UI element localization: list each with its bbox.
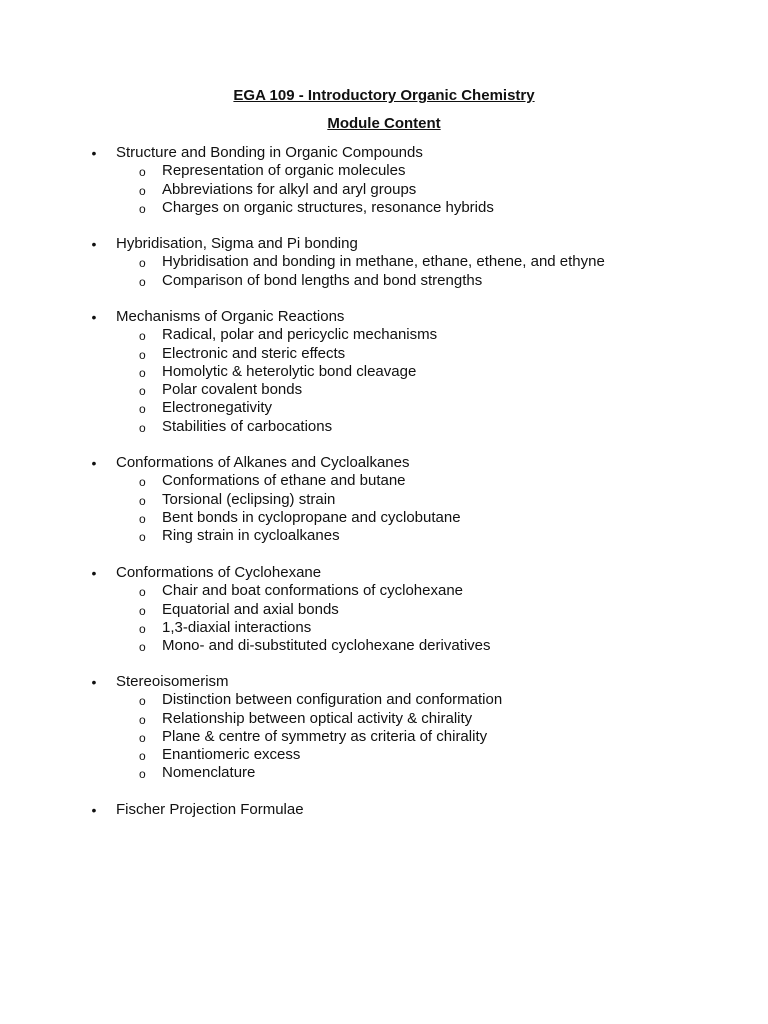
circle-bullet-icon: o (139, 767, 146, 782)
list-item (88, 710, 728, 728)
circle-bullet-icon: o (139, 420, 146, 435)
topic-heading: Fischer Projection Formulae (116, 801, 304, 818)
circle-bullet-icon: o (139, 694, 146, 709)
circle-bullet-icon: o (139, 165, 146, 180)
subtopic-text: Nomenclature (162, 764, 256, 782)
list-item (88, 181, 728, 199)
circle-bullet-icon: o (139, 329, 146, 344)
subtopic-text: Chair and boat conformations of cyclohexane (162, 582, 464, 600)
document-subtitle: Module Content (327, 115, 441, 132)
circle-bullet-icon: o (139, 183, 146, 198)
subtopic-text: Bent bonds in cyclopropane and cyclobutane (162, 508, 461, 526)
subtopic-text: Radical, polar and pericyclic mechanisms (162, 326, 438, 344)
circle-bullet-icon: o (139, 530, 146, 545)
list-item (88, 472, 728, 490)
list-item (88, 272, 728, 290)
subtopic-text: Enantiomeric excess (162, 746, 301, 764)
subtopic-list (88, 162, 728, 217)
bullet-icon: • (91, 802, 97, 818)
circle-bullet-icon: o (139, 640, 146, 655)
topic-heading-row (88, 144, 728, 162)
circle-bullet-icon: o (139, 730, 146, 745)
circle-bullet-icon: o (139, 384, 146, 399)
topic-heading-row (88, 454, 728, 472)
list-item (88, 619, 728, 637)
circle-bullet-icon: o (139, 585, 146, 600)
circle-bullet-icon: o (139, 365, 146, 380)
bullet-icon: • (91, 674, 97, 690)
subtopic-text: 1,3-diaxial interactions (162, 618, 312, 636)
circle-bullet-icon: o (139, 475, 146, 490)
list-item (88, 326, 728, 344)
circle-bullet-icon: o (139, 749, 146, 764)
topic-heading: Hybridisation, Sigma and Pi bonding (116, 235, 358, 252)
topic-heading-row (88, 235, 728, 253)
topic-block (88, 801, 728, 819)
topic-heading: Structure and Bonding in Organic Compounds (116, 144, 423, 161)
bullet-icon: • (91, 236, 97, 252)
list-item (88, 582, 728, 600)
subtopic-list (88, 472, 728, 545)
list-item (88, 527, 728, 545)
list-item (88, 162, 728, 180)
subtopic-text: Ring strain in cycloalkanes (162, 527, 340, 545)
list-item (88, 764, 728, 782)
topic-block (88, 144, 728, 217)
subtopic-text: Equatorial and axial bonds (162, 600, 339, 618)
list-item (88, 691, 728, 709)
subtopic-text: Plane & centre of symmetry as criteria of chirality (162, 727, 488, 745)
topic-heading: Stereoisomerism (116, 673, 229, 690)
circle-bullet-icon: o (139, 621, 146, 636)
subtopic-text: Homolytic & heterolytic bond cleavage (162, 362, 417, 380)
subtopic-text: Polar covalent bonds (162, 381, 303, 399)
topic-block (88, 673, 728, 783)
topic-block (88, 308, 728, 436)
topic-heading: Conformations of Cyclohexane (116, 564, 322, 581)
subtopic-text: Electronic and steric effects (162, 344, 346, 362)
topic-heading-row (88, 801, 728, 819)
topic-heading-row (88, 308, 728, 326)
subtopic-text: Charges on organic structures, resonance hybrids (162, 198, 494, 216)
subtopic-list (88, 326, 728, 436)
circle-bullet-icon: o (139, 493, 146, 508)
circle-bullet-icon: o (139, 603, 146, 618)
list-item (88, 601, 728, 619)
topic-block (88, 564, 728, 655)
list-item (88, 746, 728, 764)
subtopic-text: Distinction between configuration and conformation (162, 691, 503, 709)
circle-bullet-icon: o (139, 256, 146, 271)
bullet-icon: • (91, 145, 97, 161)
subtopic-text: Comparison of bond lengths and bond strengths (162, 271, 483, 289)
subtopic-text: Conformations of ethane and butane (162, 472, 406, 490)
subtopic-text: Hybridisation and bonding in methane, ethane, ethene, and ethyne (162, 253, 605, 271)
list-item (88, 491, 728, 509)
list-item (88, 418, 728, 436)
document-title: EGA 109 - Introductory Organic Chemistry (233, 87, 535, 104)
topic-heading-row (88, 673, 728, 691)
topic-block (88, 454, 728, 545)
list-item (88, 363, 728, 381)
list-item (88, 728, 728, 746)
circle-bullet-icon: o (139, 511, 146, 526)
bullet-icon: • (91, 455, 97, 471)
subtopic-text: Mono- and di-substituted cyclohexane derivatives (162, 637, 491, 655)
list-item (88, 509, 728, 527)
subtopic-text: Torsional (eclipsing) strain (162, 490, 336, 508)
list-item (88, 637, 728, 655)
circle-bullet-icon: o (139, 274, 146, 289)
list-item (88, 345, 728, 363)
subtopic-text: Stabilities of carbocations (162, 417, 333, 435)
circle-bullet-icon: o (139, 347, 146, 362)
subtopic-list (88, 253, 728, 290)
bullet-icon: • (91, 565, 97, 581)
list-item (88, 199, 728, 217)
subtopic-list (88, 691, 728, 782)
circle-bullet-icon: o (139, 402, 146, 417)
subtopic-text: Abbreviations for alkyl and aryl groups (162, 180, 417, 198)
topic-heading: Mechanisms of Organic Reactions (116, 308, 345, 325)
list-item (88, 381, 728, 399)
circle-bullet-icon: o (139, 201, 146, 216)
topic-heading: Conformations of Alkanes and Cycloalkanes (116, 454, 410, 471)
subtopic-text: Electronegativity (162, 399, 273, 417)
list-item (88, 253, 728, 271)
subtopic-text: Representation of organic molecules (162, 162, 406, 180)
topic-heading-row (88, 564, 728, 582)
subtopic-text: Relationship between optical activity & chirality (162, 709, 473, 727)
bullet-icon: • (91, 309, 97, 325)
topic-block (88, 235, 728, 290)
subtopic-list (88, 582, 728, 655)
circle-bullet-icon: o (139, 712, 146, 727)
list-item (88, 399, 728, 417)
